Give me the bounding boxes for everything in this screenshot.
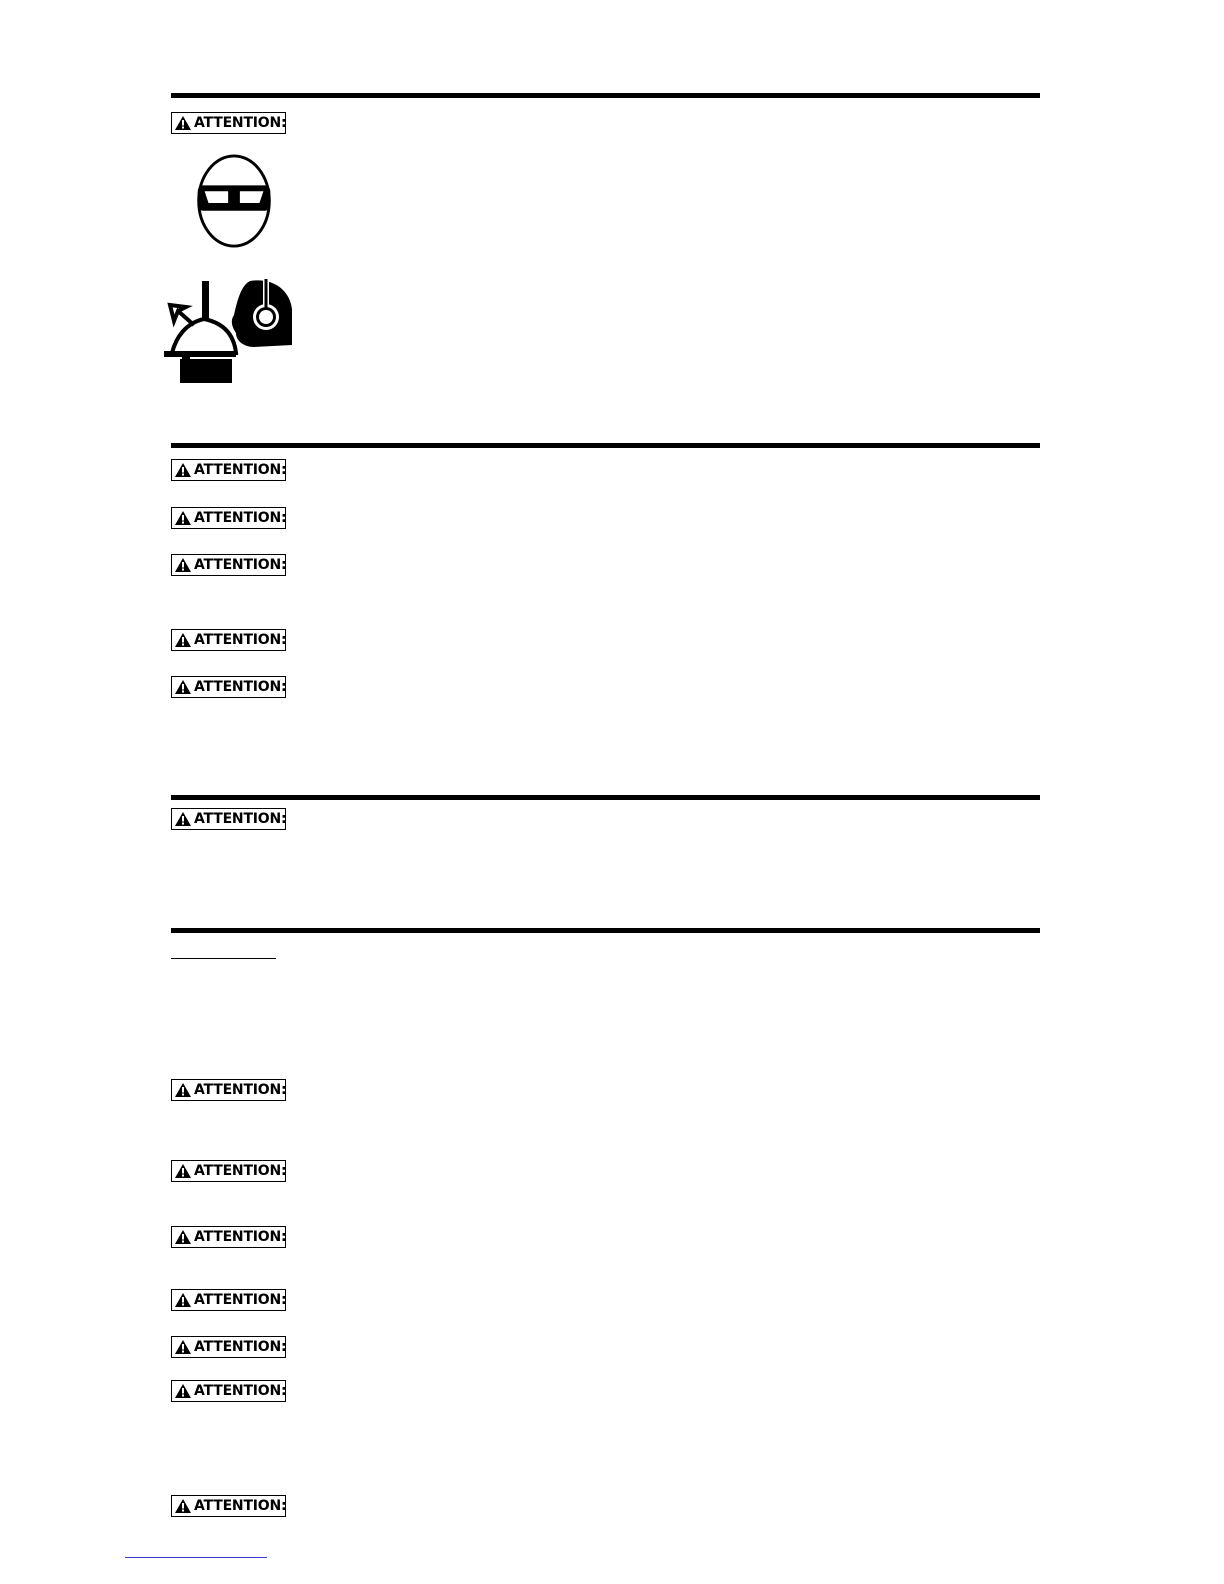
attention-label: ATTENTION: [194,1339,287,1355]
attention-badge-6 [171,676,286,698]
attention-label: ATTENTION: [194,1163,287,1179]
attention-label: ATTENTION: [194,115,287,131]
attention-badge-9 [171,1160,286,1182]
section-divider-3 [171,795,1040,800]
warning-triangle-icon [175,463,191,477]
attention-badge-4 [171,554,286,576]
warning-triangle-icon [175,1340,191,1354]
safety-goggles-icon [194,152,274,250]
attention-label: ATTENTION: [194,679,287,695]
warning-triangle-icon [175,1499,191,1513]
attention-label: ATTENTION: [194,811,287,827]
attention-badge-13 [171,1380,286,1402]
warning-triangle-icon [175,1293,191,1307]
section-divider-1 [171,93,1040,98]
attention-label: ATTENTION: [194,462,287,478]
warning-triangle-icon [175,633,191,647]
warning-triangle-icon [175,511,191,525]
warning-triangle-icon [175,116,191,130]
warning-triangle-icon [175,558,191,572]
attention-badge-1 [171,112,286,134]
warning-triangle-icon [175,1384,191,1398]
attention-label: ATTENTION: [194,510,287,526]
attention-badge-12 [171,1336,286,1358]
warning-triangle-icon [175,1083,191,1097]
heading-underline [171,958,276,959]
attention-badge-11 [171,1289,286,1311]
attention-badge-7 [171,808,286,830]
warning-triangle-icon [175,812,191,826]
attention-badge-2 [171,459,286,481]
attention-label: ATTENTION: [194,1292,287,1308]
attention-label: ATTENTION: [194,1229,287,1245]
footer-link-underline[interactable] [125,1557,267,1558]
warning-triangle-icon [175,1230,191,1244]
warning-triangle-icon [175,680,191,694]
attention-badge-3 [171,507,286,529]
attention-label: ATTENTION: [194,632,287,648]
attention-badge-5 [171,629,286,651]
dust-mask-hearing-protection-icon [164,277,292,385]
warning-triangle-icon [175,1164,191,1178]
section-divider-4 [171,928,1040,933]
attention-badge-14 [171,1495,286,1517]
attention-label: ATTENTION: [194,557,287,573]
section-divider-2 [171,443,1040,448]
attention-label: ATTENTION: [194,1498,287,1514]
attention-badge-8 [171,1079,286,1101]
attention-label: ATTENTION: [194,1082,287,1098]
attention-badge-10 [171,1226,286,1248]
attention-label: ATTENTION: [194,1383,287,1399]
